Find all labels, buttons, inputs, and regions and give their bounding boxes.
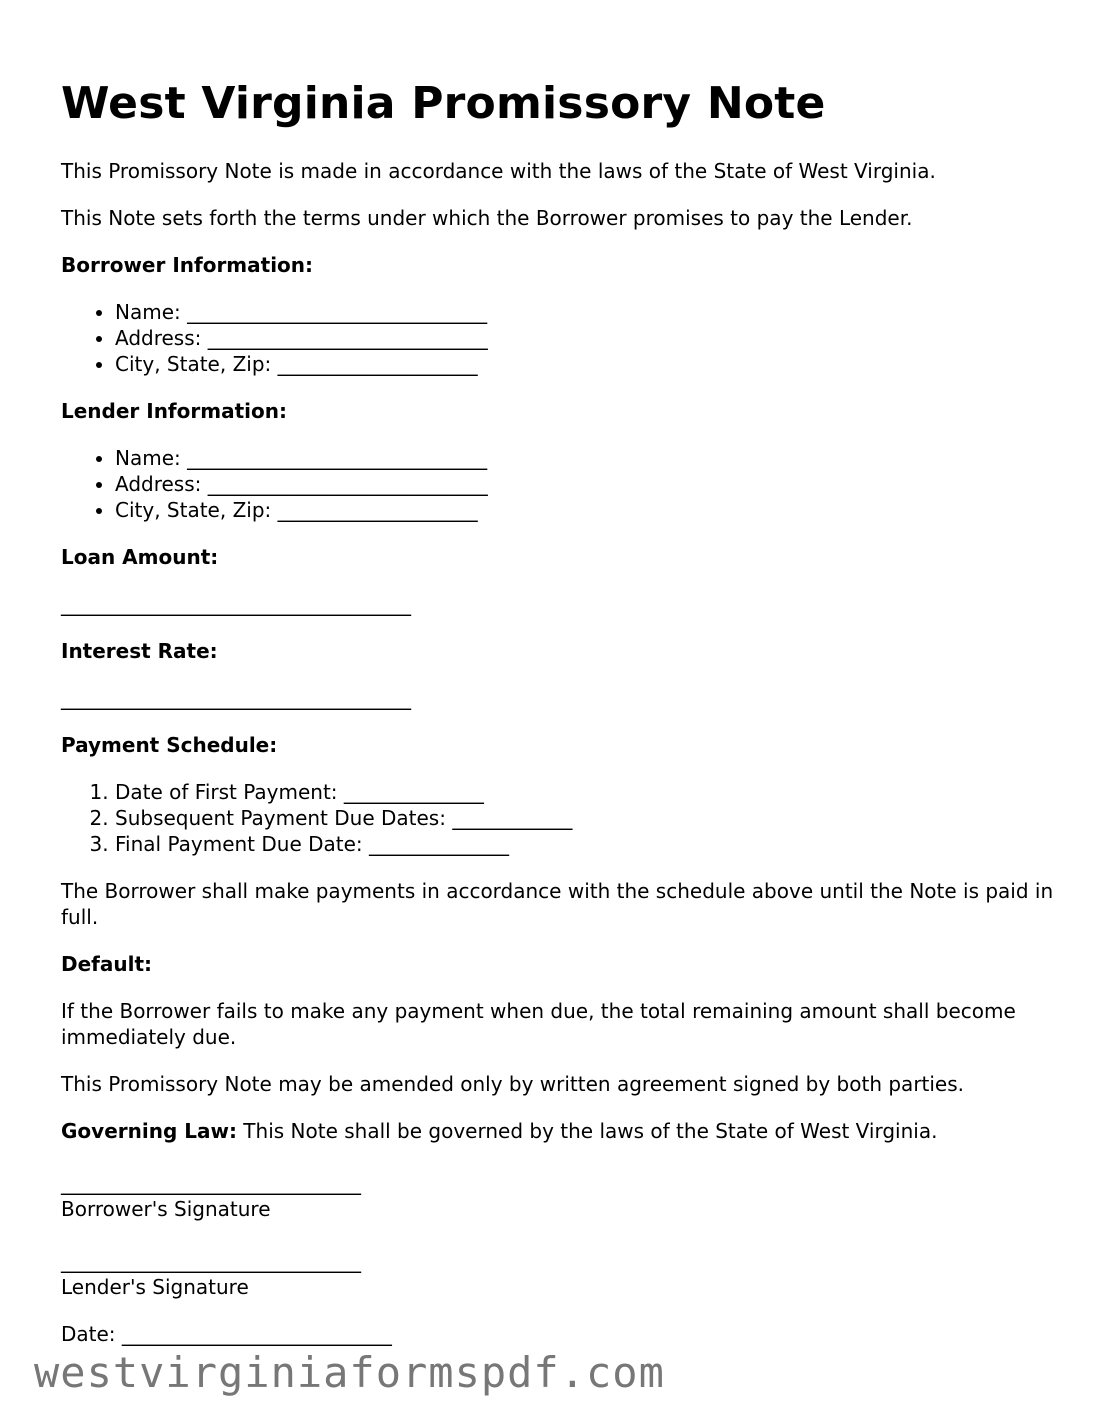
- borrower-fields: [61, 299, 1061, 377]
- default-heading: Default:: [61, 952, 153, 976]
- payment-schedule-heading: Payment Schedule:: [61, 733, 278, 757]
- intro-paragraph-1: This Promissory Note is made in accordance with the laws of the State of West Virginia.: [61, 159, 936, 183]
- governing-law: [61, 1118, 1061, 1144]
- loan-amount-heading: Loan Amount:: [61, 545, 219, 569]
- first-payment-item: 1. Date of First Payment: ______________: [115, 779, 1061, 805]
- lender-fields: [61, 445, 1061, 523]
- interest-rate-heading: Interest Rate:: [61, 639, 218, 663]
- interest-rate-blank: ___________________________________: [61, 686, 411, 710]
- borrower-heading: Borrower Information:: [61, 253, 314, 277]
- borrower-signature-label: Borrower's Signature: [61, 1197, 271, 1221]
- borrower-signature-line: ______________________________: [61, 1171, 361, 1195]
- governing-law-text: This Note shall be governed by the laws of the State of West Virginia.: [236, 1119, 938, 1143]
- borrower-name-field: • Name: ______________________________: [115, 299, 1061, 325]
- payment-note: The Borrower shall make payments in accordance with the schedule above until the Note is paid in full.: [61, 879, 1054, 929]
- date-field: Date: ___________________________: [61, 1322, 392, 1346]
- intro-paragraph-2: This Note sets forth the terms under which the Borrower promises to pay the Lender.: [61, 206, 913, 230]
- payment-schedule-list: [61, 779, 1061, 857]
- lender-heading: Lender Information:: [61, 399, 287, 423]
- subsequent-payment-item: 2. Subsequent Payment Due Dates: ____________: [115, 805, 1061, 831]
- amendment-text: This Promissory Note may be amended only by written agreement signed by both parties.: [61, 1072, 965, 1096]
- final-payment-item: 3. Final Payment Due Date: ______________: [115, 831, 1061, 857]
- lender-signature-label: Lender's Signature: [61, 1275, 249, 1299]
- document-title: West Virginia Promissory Note: [61, 78, 826, 129]
- lender-city-field: • City, State, Zip: ____________________: [115, 497, 1061, 523]
- lender-address-field: • Address: ____________________________: [115, 471, 1061, 497]
- loan-amount-blank: ___________________________________: [61, 592, 411, 616]
- lender-name-field: • Name: ______________________________: [115, 445, 1061, 471]
- borrower-address-field: • Address: ____________________________: [115, 325, 1061, 351]
- governing-law-label: Governing Law:: [61, 1119, 237, 1143]
- watermark: westvirginiaformspdf.com: [34, 1348, 665, 1397]
- lender-signature-line: ______________________________: [61, 1249, 361, 1273]
- default-text: If the Borrower fails to make any payment when due, the total remaining amount shall become immediately due.: [61, 999, 1016, 1049]
- borrower-city-field: • City, State, Zip: ____________________: [115, 351, 1061, 377]
- document-page: [61, 76, 1061, 1347]
